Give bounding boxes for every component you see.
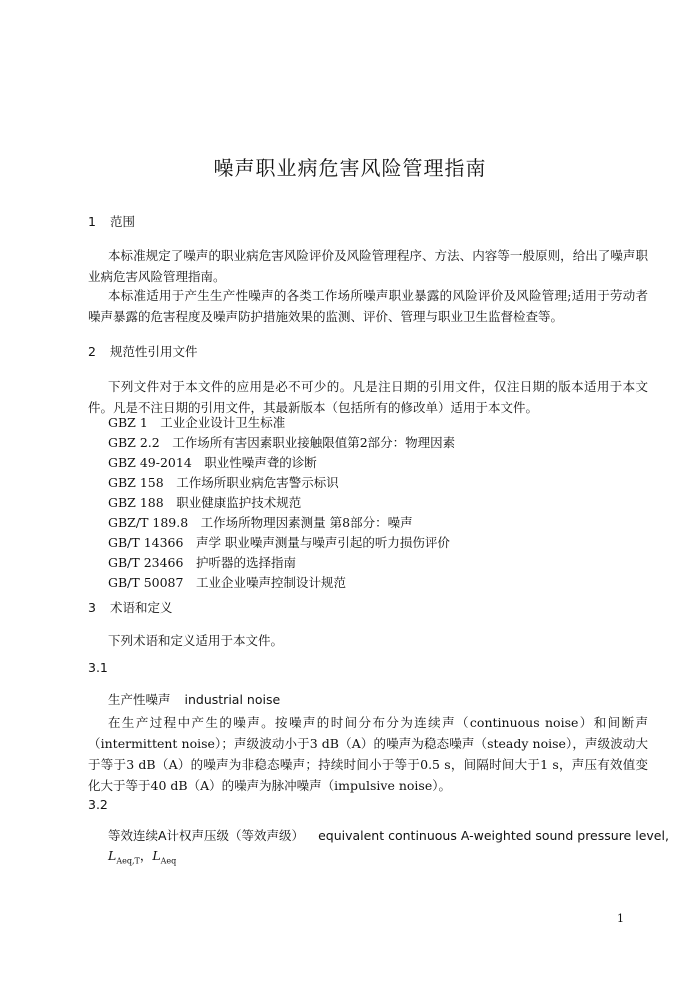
term-3-1-number: 3.1 xyxy=(88,660,108,675)
page-number: 1 xyxy=(617,912,624,925)
term-zh: 生产性噪声 xyxy=(108,692,171,707)
symbol-main: L xyxy=(108,848,117,863)
reference-item: GBZ 188 职业健康监护技术规范 xyxy=(108,495,302,510)
section-title: 规范性引用文件 xyxy=(110,344,198,359)
reference-item: GBZ 158 工作场所职业病危害警示标识 xyxy=(108,475,339,490)
section-number: 1 xyxy=(88,214,96,229)
section-title: 术语和定义 xyxy=(110,600,173,615)
section-3-heading xyxy=(88,598,173,616)
section-number: 3 xyxy=(88,600,96,615)
section-2-intro: 下列文件对于本文件的应用是必不可少的。凡是注日期的引用文件，仅注日期的版本适用于本文件。凡是不注日期的引用文件，其最新版本（包括所有的修改单）适用于本文件。 xyxy=(88,379,648,415)
page-title: 噪声职业病危害风险管理指南 xyxy=(213,156,487,180)
term-3-2-title xyxy=(108,826,669,844)
term-3-2-number: 3.2 xyxy=(88,797,108,812)
reference-item: GBZ 2.2 工作场所有害因素职业接触限值第2部分：物理因素 xyxy=(108,435,456,450)
symbol-separator: ， xyxy=(139,848,153,863)
reference-item: GBZ 49-2014 职业性噪声聋的诊断 xyxy=(108,455,317,470)
term-zh: 等效连续A计权声压级（等效声级） xyxy=(108,828,305,843)
symbol-subscript: Aeq xyxy=(160,856,177,866)
section-number: 2 xyxy=(88,344,96,359)
term-en: industrial noise xyxy=(184,692,281,707)
symbol-main: L xyxy=(152,848,161,863)
term-3-2-symbols xyxy=(108,846,176,866)
section-title: 范围 xyxy=(110,214,136,229)
section-1-paragraph-2: 本标准适用于产生生产性噪声的各类工作场所噪声职业暴露的风险评价及风险管理;适用于劳动者噪声暴露的危害程度及噪声防护措施效果的监测、评价、管理与职业卫生监督检查等。 xyxy=(88,288,648,324)
reference-item: GBZ/T 189.8 工作场所物理因素测量 第8部分：噪声 xyxy=(108,515,413,530)
term-en: equivalent continuous A-weighted sound pressure level, xyxy=(318,828,669,843)
term-3-1-definition: 在生产过程中产生的噪声。按噪声的时间分布分为连续声（continuous noise）和间断声（intermittent noise）；声级波动小于3 dB（A）的噪声为稳态噪声（steady noise），声级波动大于等于3 dB（A）的噪声为非稳态噪声；持续时间小于等于0.5 s，间隔时间大于1 s，声压有效值变化大于等于40 dB（A）的噪声为脉冲噪声（impulsive noise）。 xyxy=(88,715,648,793)
section-1-paragraph-1: 本标准规定了噪声的职业病危害风险评价及风险管理程序、方法、内容等一般原则，给出了噪声职业病危害风险管理指南。 xyxy=(88,248,648,284)
reference-item: GBZ 1 工业企业设计卫生标准 xyxy=(108,415,286,430)
reference-item: GB/T 50087 工业企业噪声控制设计规范 xyxy=(108,575,346,590)
section-3-intro: 下列术语和定义适用于本文件。 xyxy=(108,633,284,648)
reference-item: GB/T 23466 护听器的选择指南 xyxy=(108,555,296,570)
reference-item: GB/T 14366 声学 职业噪声测量与噪声引起的听力损伤评价 xyxy=(108,535,450,550)
section-2-heading xyxy=(88,342,198,360)
symbol-subscript: Aeq,T xyxy=(116,856,140,866)
term-3-1-title xyxy=(108,690,280,708)
section-1-heading xyxy=(88,212,135,230)
